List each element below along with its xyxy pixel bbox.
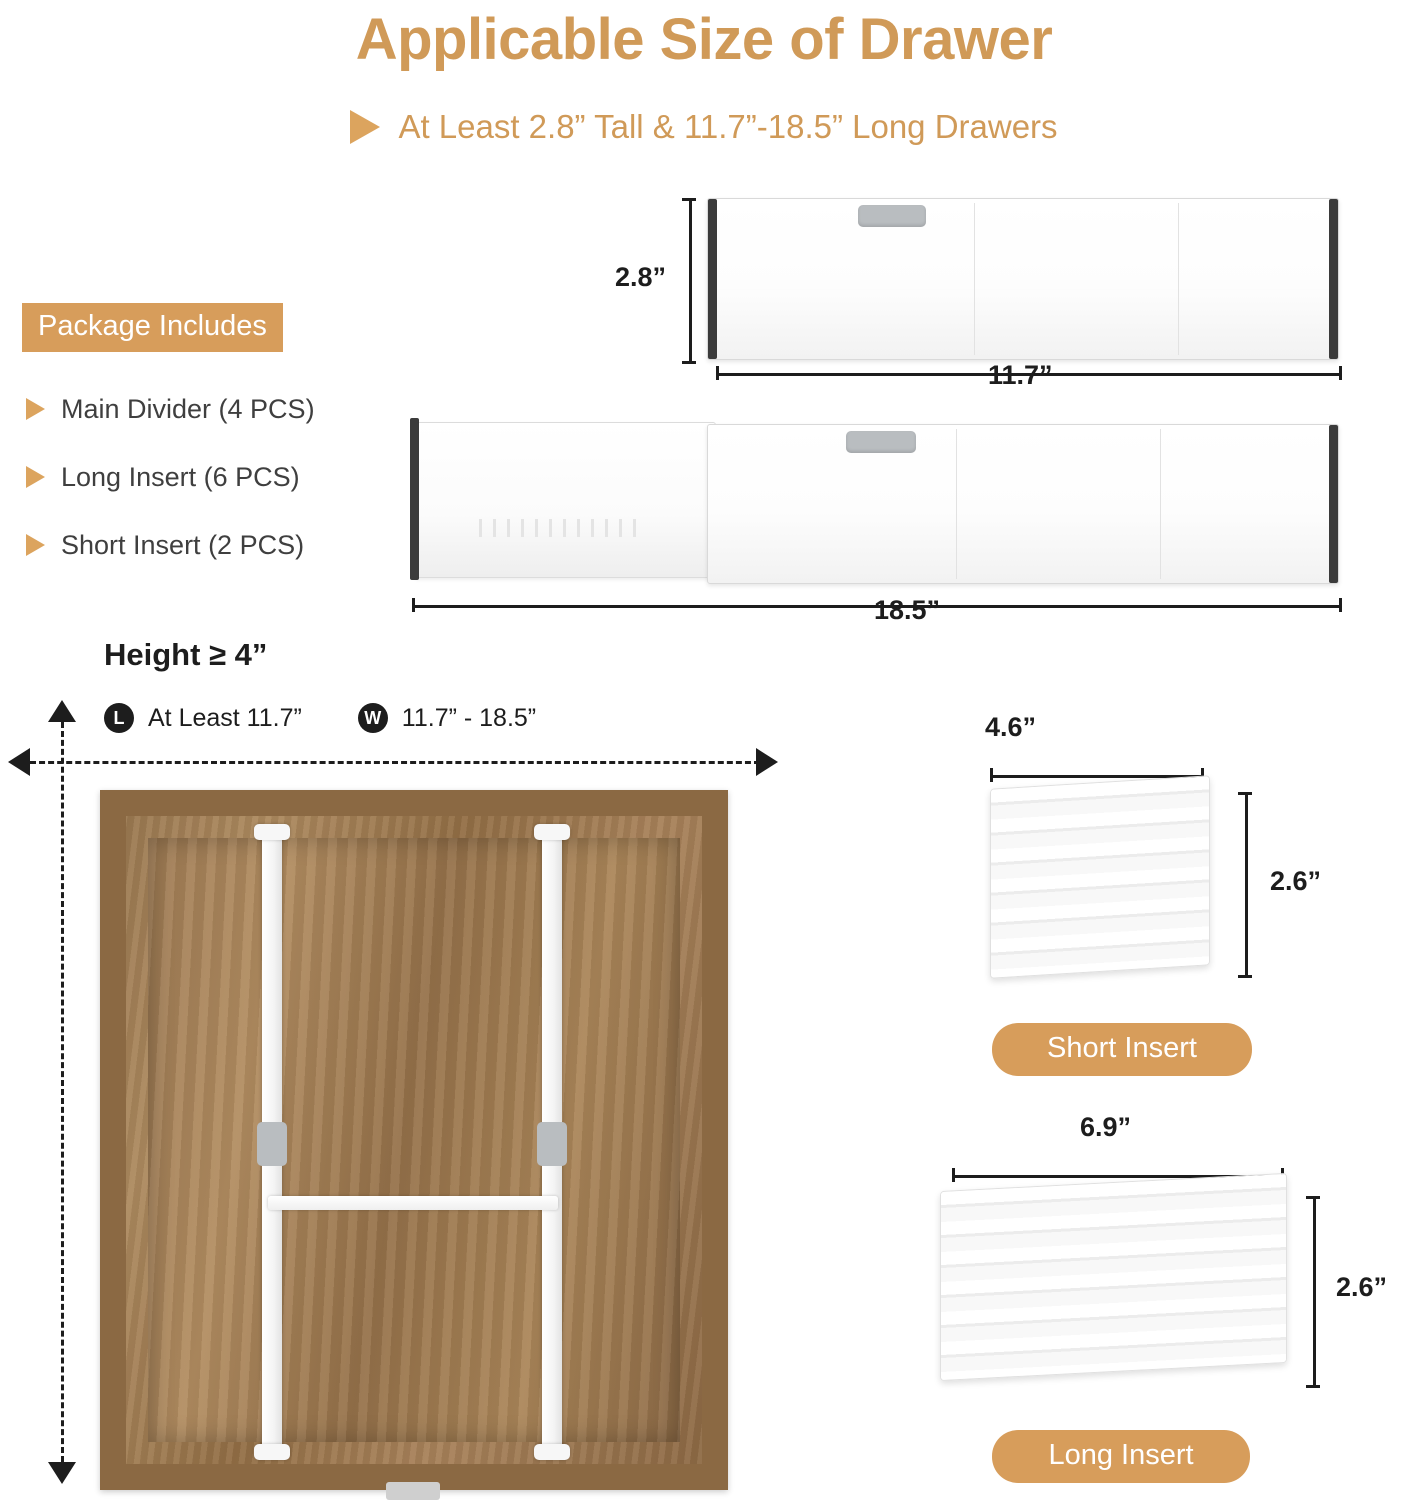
drawer-width-text: 11.7” - 18.5”	[401, 703, 537, 732]
long-insert-badge: Long Insert	[992, 1430, 1250, 1483]
long-insert-height-brace	[1306, 1196, 1320, 1388]
drawer-illustration	[100, 790, 728, 1490]
drawer-divider-vertical-left	[262, 832, 282, 1452]
short-insert-width-label: 4.6”	[985, 712, 1037, 742]
insert-ribs	[991, 776, 1209, 977]
divider-handle	[257, 1122, 287, 1166]
chevron-right-icon	[26, 534, 45, 556]
divider-foot	[534, 824, 570, 840]
list-item-label: Short Insert (2 PCS)	[61, 529, 305, 560]
divider-foot	[254, 824, 290, 840]
drawer-height-label: Height ≥ 4”	[104, 637, 268, 672]
divider-handle	[846, 431, 916, 453]
long-insert-width-label: 6.9”	[1080, 1112, 1132, 1142]
divider-height-label: 2.8”	[615, 262, 667, 292]
drawer-frame	[100, 790, 728, 1490]
short-insert-badge: Short Insert	[992, 1023, 1252, 1076]
divider-height-brace	[682, 198, 696, 364]
long-insert-illustration	[940, 1173, 1287, 1381]
divider-end-cap-left	[708, 199, 717, 359]
short-insert-height-brace	[1238, 792, 1252, 978]
insert-ribs	[941, 1174, 1286, 1380]
list-item-label: Long Insert (6 PCS)	[61, 461, 300, 492]
page-subtitle: At Least 2.8” Tall & 11.7”-18.5” Long Drawers	[398, 108, 1058, 145]
list-item	[26, 375, 386, 443]
drawer-pull-notch	[386, 1482, 440, 1500]
divider-seam	[974, 203, 975, 355]
list-item	[26, 443, 386, 511]
width-axis-line	[30, 761, 760, 764]
divider-foot	[534, 1444, 570, 1460]
divider-foot	[254, 1444, 290, 1460]
divider-end-cap-right	[1329, 199, 1338, 359]
long-insert-height-label: 2.6”	[1336, 1272, 1388, 1302]
width-chip: W	[358, 703, 388, 733]
divider-extension-panel	[414, 422, 716, 578]
short-insert-height-label: 2.6”	[1270, 866, 1322, 896]
main-divider-extended	[707, 424, 1339, 584]
package-includes-list	[26, 375, 386, 579]
divider-handle	[858, 205, 926, 227]
main-divider-collapsed	[707, 198, 1339, 360]
chevron-right-icon	[26, 466, 45, 488]
chevron-right-icon	[350, 110, 380, 144]
length-chip: L	[104, 703, 134, 733]
chevron-right-icon	[26, 398, 45, 420]
list-item-label: Main Divider (4 PCS)	[61, 393, 315, 424]
divider-length-label: 11.7”	[988, 360, 1053, 390]
divider-seam	[1178, 203, 1179, 355]
short-insert-illustration	[990, 775, 1210, 978]
page-title: Applicable Size of Drawer	[355, 7, 1053, 72]
extension-teeth	[479, 519, 636, 537]
height-axis-line	[61, 722, 64, 1462]
divider-handle	[537, 1122, 567, 1166]
arrow-up-icon	[48, 700, 76, 722]
drawer-divider-horizontal	[268, 1196, 558, 1210]
drawer-dimension-row	[104, 703, 536, 733]
divider-extended-length-label: 18.5”	[874, 595, 941, 625]
divider-end-cap-right	[1329, 425, 1338, 583]
arrow-right-icon	[756, 748, 778, 776]
divider-end-cap-left	[410, 418, 419, 580]
subtitle-row	[0, 108, 1408, 146]
divider-seam	[956, 429, 957, 579]
arrow-down-icon	[48, 1462, 76, 1484]
arrow-left-icon	[8, 748, 30, 776]
drawer-divider-vertical-right	[542, 832, 562, 1452]
list-item	[26, 511, 386, 579]
drawer-length-text: At Least 11.7”	[148, 703, 302, 732]
package-includes-badge: Package Includes	[22, 303, 283, 352]
divider-seam	[1160, 429, 1161, 579]
